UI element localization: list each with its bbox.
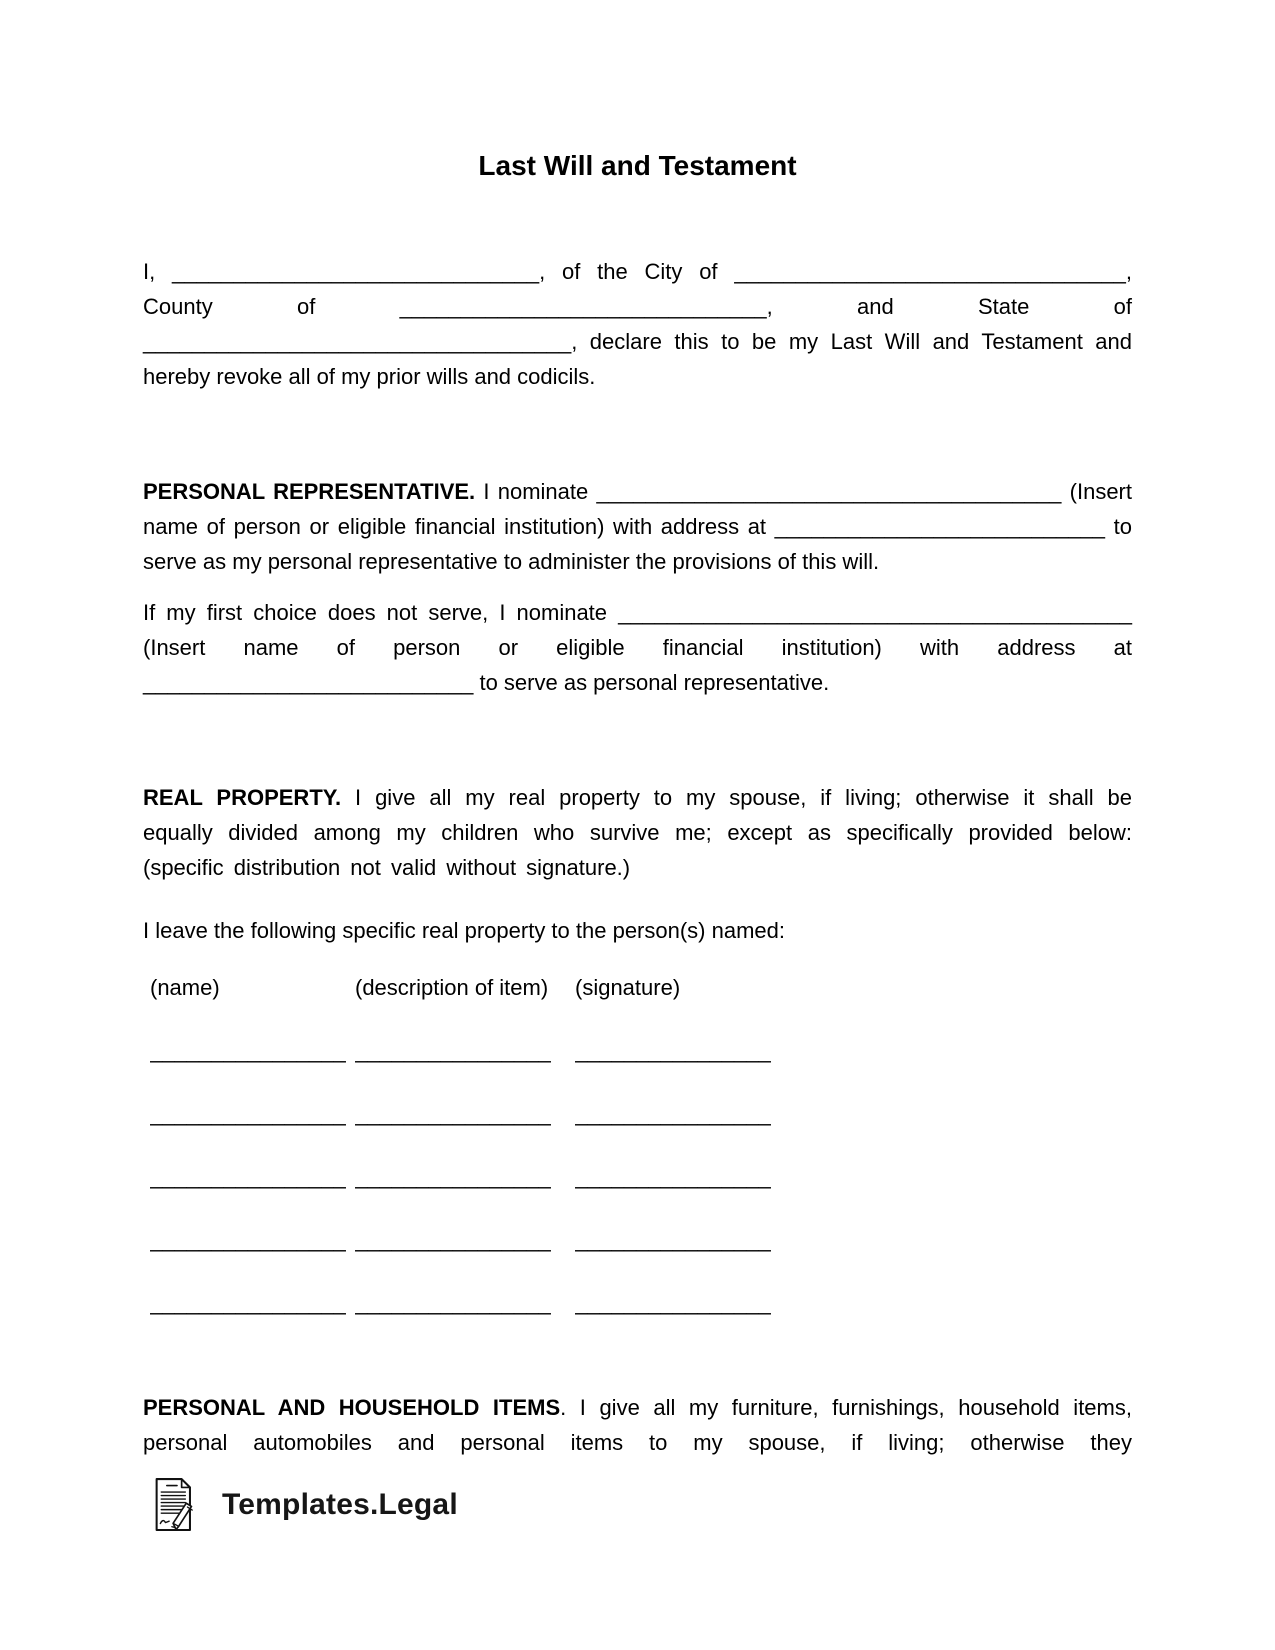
description-blank-line: ________________: [355, 1164, 551, 1189]
name-blank-line: ________________: [150, 1164, 346, 1189]
personal-representative-heading: PERSONAL REPRESENTATIVE.: [143, 479, 476, 504]
templates-legal-logo-icon: [152, 1476, 202, 1534]
personal-household-paragraph: [143, 1390, 1132, 1460]
name-blank-line: ________________: [150, 1290, 346, 1315]
name-blank-line: ________________: [150, 1227, 346, 1252]
personal-representative-first-choice-text: I nominate ______________________________________ (Insert name of person or eligible financial institution) with address at ___________________________ to serve as my personal representative to administer the provisions of this will.: [143, 479, 1132, 574]
personal-household-heading: PERSONAL AND HOUSEHOLD ITEMS: [143, 1395, 561, 1420]
column-header-signature: (signature): [575, 975, 681, 1000]
table-row: [150, 1285, 1132, 1320]
table-row: [150, 1159, 1132, 1194]
brand-footer[interactable]: [143, 1476, 1132, 1534]
opening-declaration-paragraph: I, ______________________________, of the City of ________________________________, County of ______________________________, and State of ___________________________________, declare this to be my Last Will and Testament and hereby revoke all of my prior wills and codicils.: [143, 259, 1132, 389]
name-blank-line: ________________: [150, 1101, 346, 1126]
description-blank-line: ________________: [355, 1227, 551, 1252]
signature-blank-line: ________________: [575, 1290, 771, 1315]
description-blank-line: ________________: [355, 1290, 551, 1315]
signature-blank-line: ________________: [575, 1227, 771, 1252]
description-blank-line: ________________: [355, 1038, 551, 1063]
real-property-paragraph: [143, 780, 1132, 885]
signature-blank-line: ________________: [575, 1164, 771, 1189]
document-title: Last Will and Testament: [478, 150, 797, 181]
signature-blank-line: ________________: [575, 1038, 771, 1063]
column-header-name: (name): [150, 975, 220, 1000]
real-property-intro-line: I leave the following specific real property to the person(s) named:: [143, 918, 785, 943]
brand-name: Templates.Legal: [222, 1488, 458, 1521]
description-blank-line: ________________: [355, 1101, 551, 1126]
table-row: [150, 1222, 1132, 1257]
real-property-table-header: [150, 970, 1132, 1005]
table-row: [150, 1096, 1132, 1131]
alternate-representative-paragraph: If my first choice does not serve, I nominate __________________________________________ (Insert name of person or eligible financial institution) with address at ___________________________ to serve as personal representative.: [143, 600, 1132, 695]
real-property-heading: REAL PROPERTY.: [143, 785, 342, 810]
table-row: [150, 1033, 1132, 1068]
signature-blank-line: ________________: [575, 1101, 771, 1126]
real-property-table: [143, 970, 1132, 1320]
name-blank-line: ________________: [150, 1038, 346, 1063]
column-header-description: (description of item): [355, 975, 549, 1000]
real-property-body-text: I give all my real property to my spouse, if living; otherwise it shall be equally divided among my children who survive me; except as specifically provided below: (specific distribution not valid without signature.): [143, 785, 1132, 880]
personal-household-body-text: . I give all my furniture, furnishings, household items, personal automobiles and personal items to my spouse, if living; otherwise they: [143, 1395, 1132, 1455]
personal-representative-paragraph: [143, 474, 1132, 579]
